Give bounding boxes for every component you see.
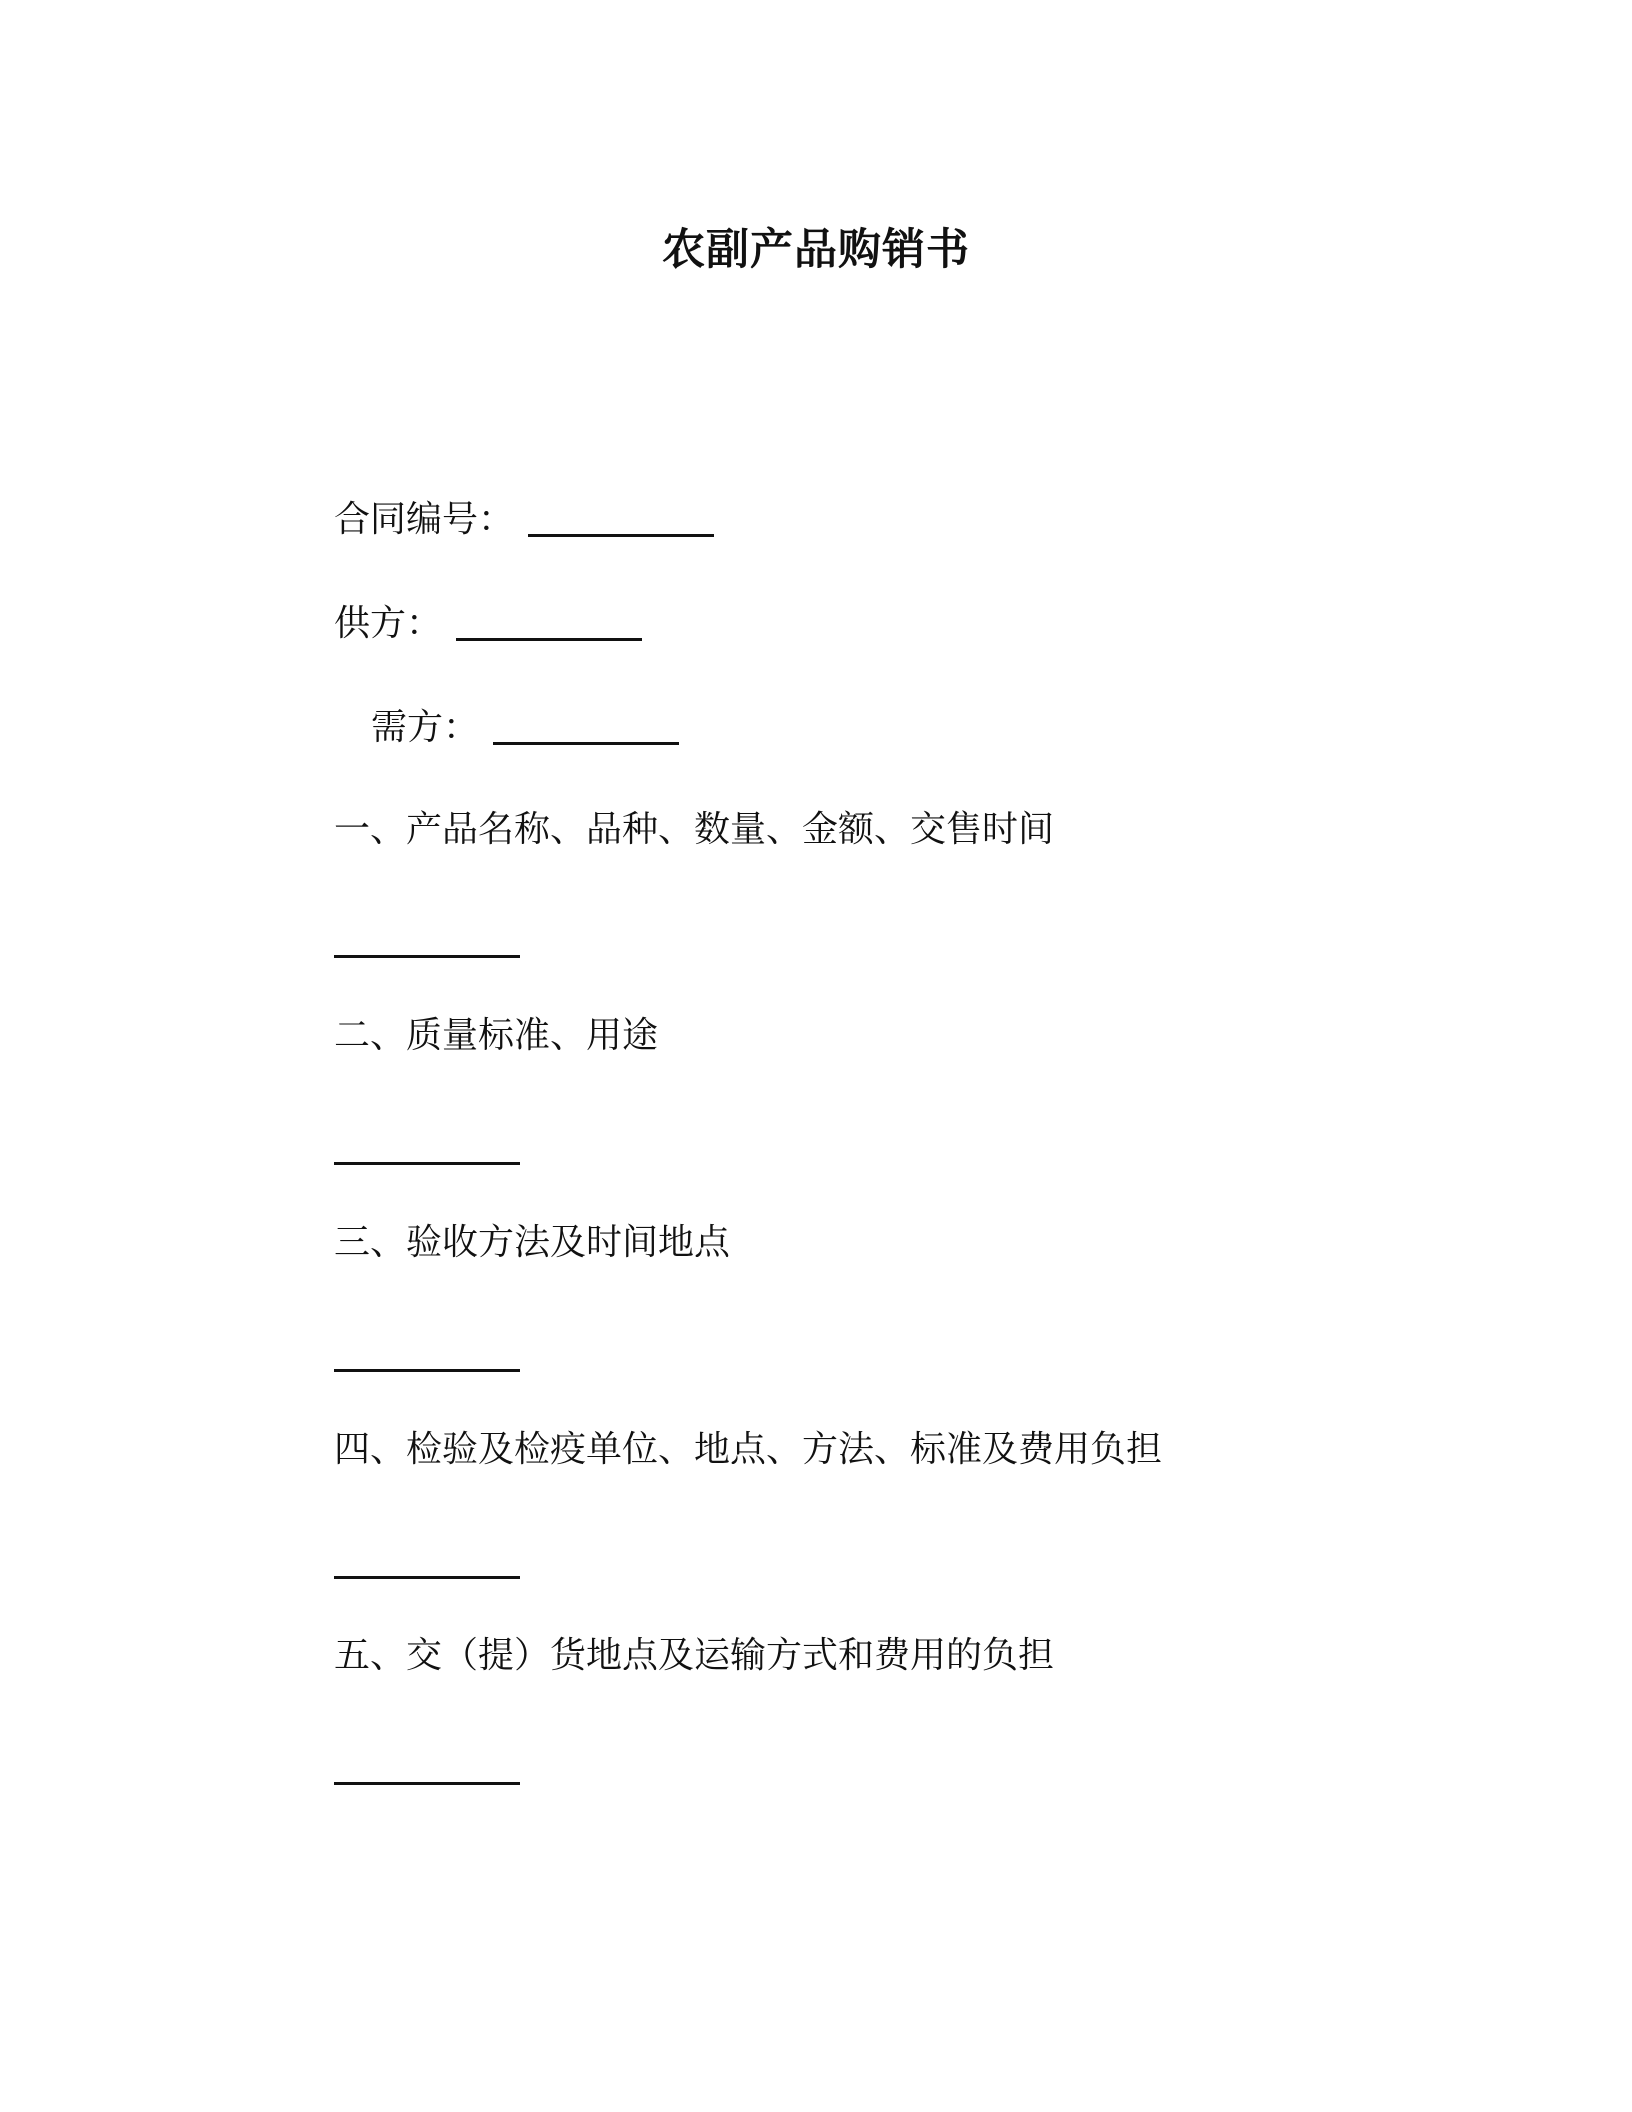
contract-number-line	[334, 496, 714, 544]
supplier-line	[334, 600, 642, 648]
section-blank-3	[334, 1369, 520, 1372]
supplier-label: 供方：	[334, 603, 443, 644]
section-blank-4	[334, 1576, 520, 1579]
section-heading-2: 二、质量标准、用途	[334, 1015, 659, 1056]
section-blank-1	[334, 955, 520, 958]
section-heading-3: 三、验收方法及时间地点	[334, 1222, 731, 1263]
contract-number-label: 合同编号：	[334, 499, 515, 540]
section-blank-5	[334, 1782, 520, 1785]
buyer-blank	[493, 742, 679, 745]
buyer-line	[371, 704, 679, 752]
document-title: 农副产品购销书	[662, 225, 970, 275]
section-heading-1: 一、产品名称、品种、数量、金额、交售时间	[334, 809, 1055, 850]
contract-number-blank	[528, 534, 714, 537]
section-heading-4: 四、检验及检疫单位、地点、方法、标准及费用负担	[334, 1429, 1163, 1470]
section-blank-2	[334, 1162, 520, 1165]
buyer-label: 需方：	[371, 707, 480, 748]
supplier-blank	[456, 638, 642, 641]
section-heading-5: 五、交（提）货地点及运输方式和费用的负担	[334, 1635, 1055, 1676]
